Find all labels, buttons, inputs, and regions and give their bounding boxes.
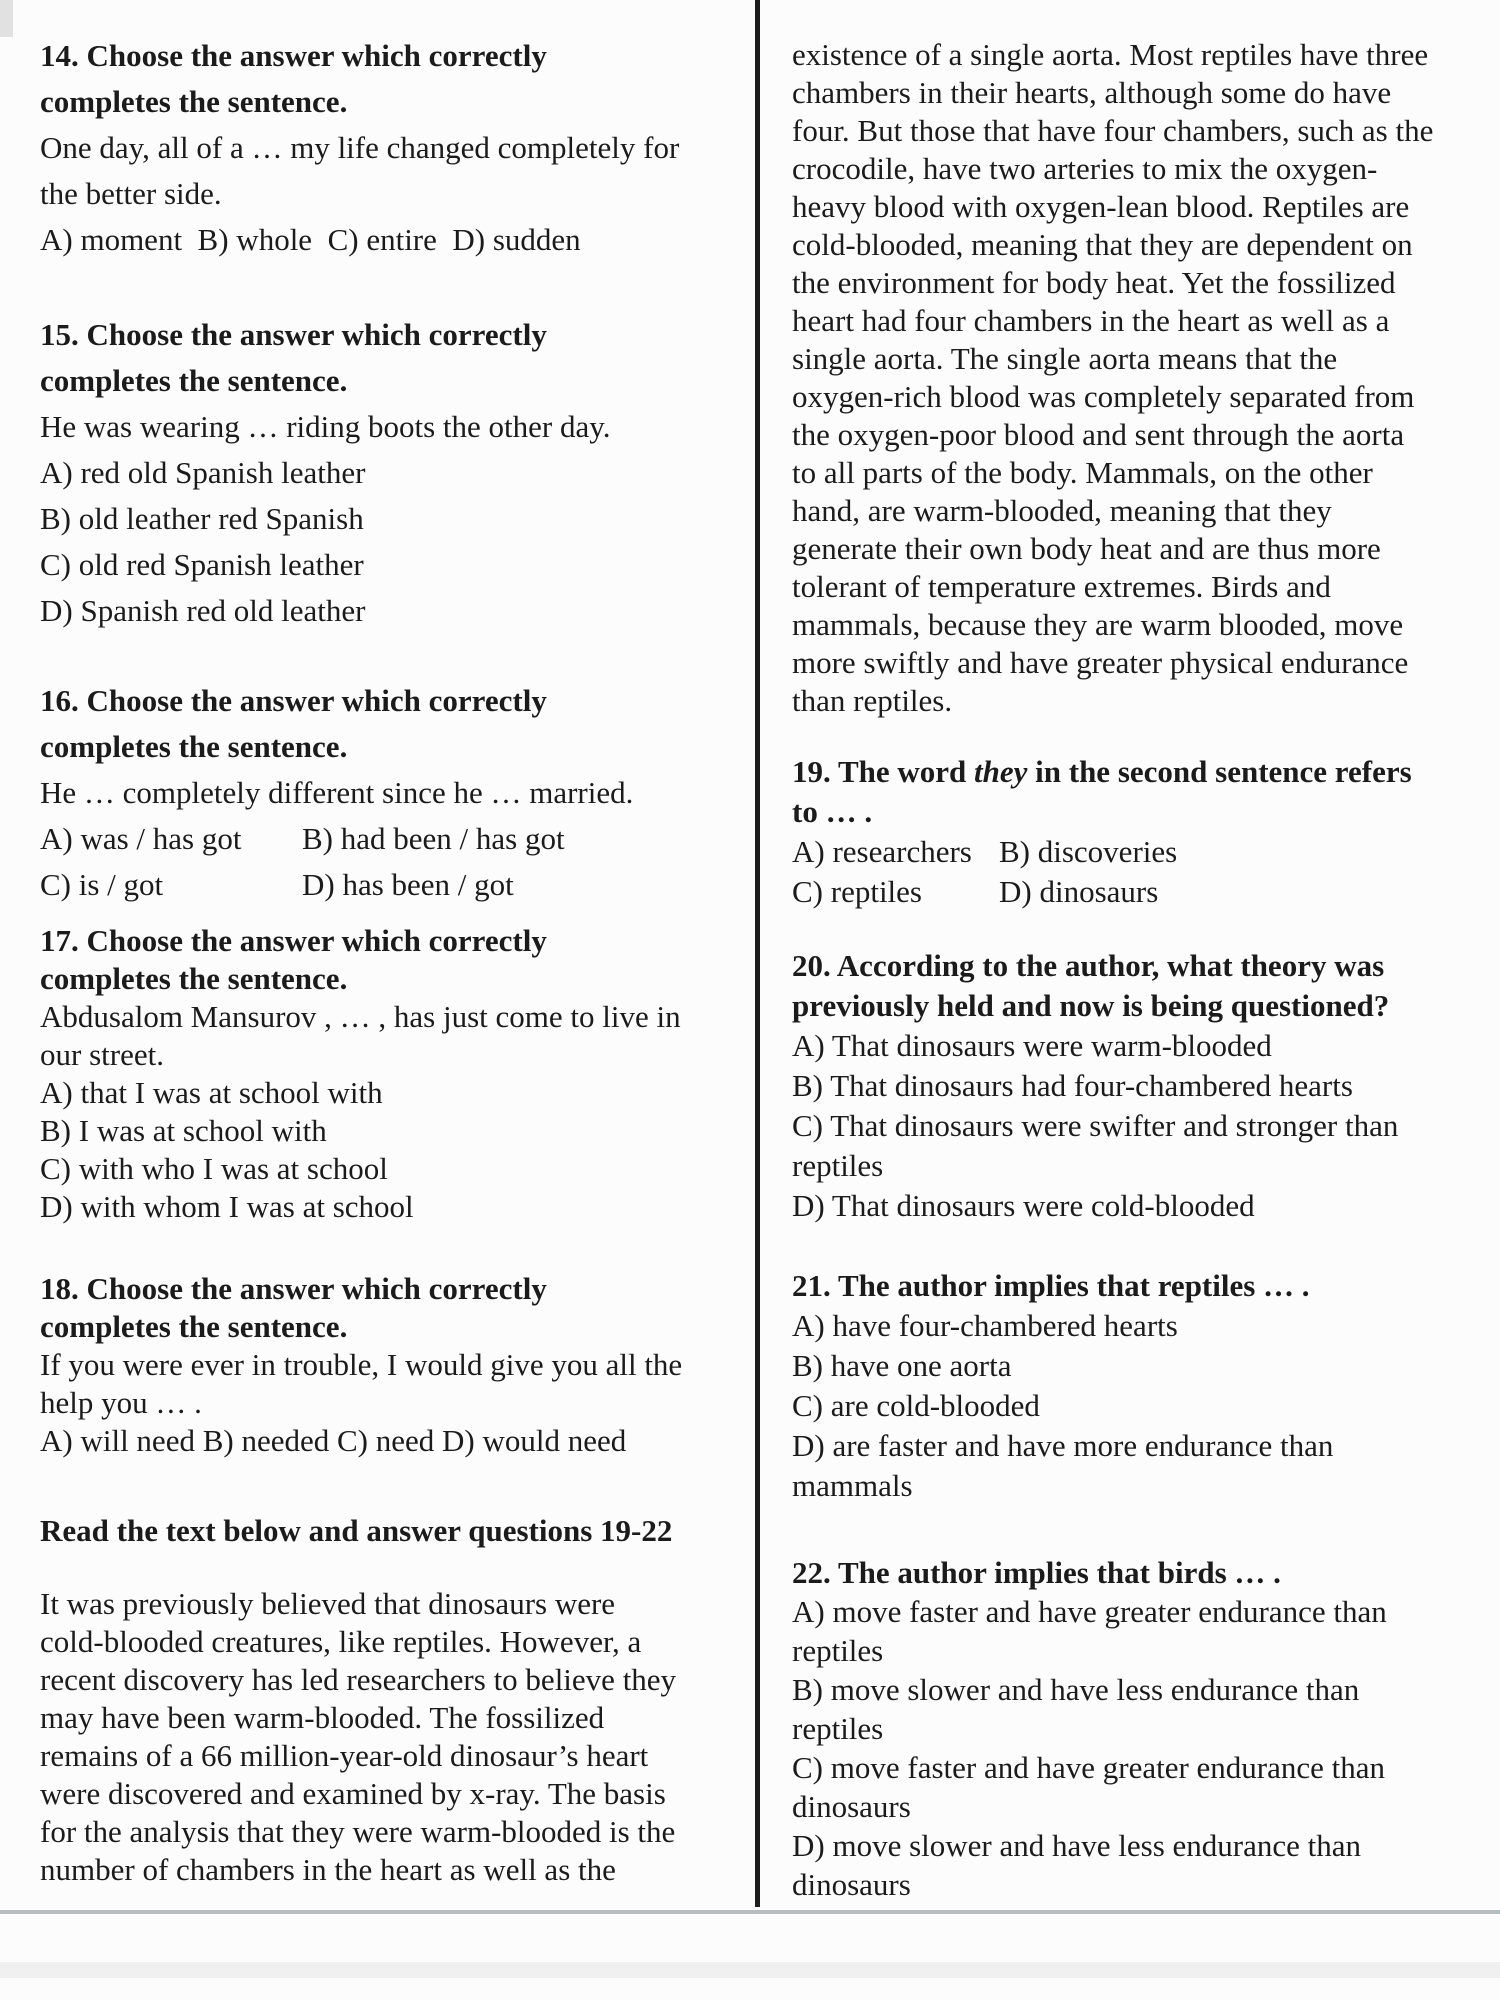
options-row: [792, 832, 1492, 872]
option-line: C) are cold-blooded: [792, 1388, 1040, 1423]
option-line: D) with whom I was at school: [40, 1189, 414, 1224]
reading-instruction: [40, 1512, 746, 1550]
option-line: B) old leather red Spanish: [40, 501, 364, 536]
question-21: [792, 1266, 1492, 1506]
scan-artifact-corner: [0, 0, 13, 37]
option-line-continuation: reptiles: [792, 1148, 884, 1183]
question-stem-line: He was wearing … riding boots the other day.: [40, 409, 611, 444]
question-stem-line: Abdusalom Mansurov , … , has just come to live in: [40, 999, 681, 1034]
question-17: [40, 922, 746, 1226]
question-heading-line: 21. The author implies that reptiles … .: [792, 1268, 1310, 1303]
options-row: [792, 872, 1492, 912]
passage-line: chambers in their hearts, although some do have: [792, 75, 1392, 110]
question-heading-line: 20. According to the author, what theory was: [792, 948, 1385, 983]
question-18: [40, 1270, 746, 1460]
option-cell: C) reptiles: [792, 874, 922, 909]
passage-line: number of chambers in the heart as well as the: [40, 1852, 616, 1887]
reading-passage-right: [792, 36, 1492, 720]
option-line-continuation: reptiles: [792, 1711, 884, 1746]
passage-line: hand, are warm-blooded, meaning that they: [792, 493, 1332, 528]
option-line: C) old red Spanish leather: [40, 547, 364, 582]
question-stem-line: help you … .: [40, 1385, 202, 1420]
passage-line: than reptiles.: [792, 683, 953, 718]
passage-line: more swiftly and have greater physical endurance: [792, 645, 1409, 680]
question-heading-line: to … .: [792, 794, 873, 829]
question-heading-line: previously held and now is being questioned?: [792, 988, 1390, 1023]
question-15: [40, 312, 746, 634]
passage-line: mammals, because they are warm blooded, move: [792, 607, 1404, 642]
passage-line: heavy blood with oxygen-lean blood. Reptiles are: [792, 189, 1410, 224]
option-line-continuation: mammals: [792, 1468, 913, 1503]
reading-instruction-text: Read the text below and answer questions 19-22: [40, 1513, 673, 1548]
left-column: [40, 0, 746, 2000]
passage-line: It was previously believed that dinosaurs were: [40, 1586, 616, 1621]
option-cell: D) has been / got: [302, 867, 514, 902]
column-divider-line: [755, 0, 760, 1907]
option-cell: B) had been / has got: [302, 821, 565, 856]
option-line: A) That dinosaurs were warm-blooded: [792, 1028, 1272, 1063]
passage-line: generate their own body heat and are thus more: [792, 531, 1381, 566]
passage-line: oxygen-rich blood was completely separated from: [792, 379, 1415, 414]
passage-line: single aorta. The single aorta means that the: [792, 341, 1338, 376]
passage-line: tolerant of temperature extremes. Birds and: [792, 569, 1331, 604]
heading-italic-word: they: [974, 754, 1028, 789]
question-stem-line: the better side.: [40, 176, 222, 211]
option-line: B) I was at school with: [40, 1113, 327, 1148]
option-line: A) red old Spanish leather: [40, 455, 366, 490]
option-line: A) will need B) needed C) need D) would need: [40, 1423, 627, 1458]
question-19: [792, 752, 1492, 912]
option-line: D) move slower and have less endurance than: [792, 1828, 1361, 1863]
heading-text: in the second sentence refers: [1027, 754, 1412, 789]
passage-line: may have been warm-blooded. The fossilized: [40, 1700, 605, 1735]
question-heading-line: completes the sentence.: [40, 961, 348, 996]
option-line: C) That dinosaurs were swifter and stronger than: [792, 1108, 1399, 1143]
passage-line: for the analysis that they were warm-blooded is the: [40, 1814, 676, 1849]
passage-line: the environment for body heat. Yet the fossilized: [792, 265, 1396, 300]
question-heading-line: 17. Choose the answer which correctly: [40, 923, 547, 958]
passage-line: heart had four chambers in the heart as well as a: [792, 303, 1390, 338]
question-14: [40, 33, 746, 263]
passage-line: crocodile, have two arteries to mix the oxygen-: [792, 151, 1378, 186]
option-cell: C) is / got: [40, 867, 164, 902]
passage-line: to all parts of the body. Mammals, on the other: [792, 455, 1373, 490]
option-line-continuation: dinosaurs: [792, 1789, 911, 1824]
question-heading-line: completes the sentence.: [40, 363, 348, 398]
option-line: C) move faster and have greater endurance than: [792, 1750, 1386, 1785]
passage-line: four. But those that have four chambers, such as the: [792, 113, 1434, 148]
question-heading-line: 16. Choose the answer which correctly: [40, 683, 547, 718]
option-cell: D) dinosaurs: [999, 874, 1159, 909]
question-heading-line: [792, 752, 1492, 792]
option-line: A) moment B) whole C) entire D) sudden: [40, 222, 581, 257]
option-line: A) have four-chambered hearts: [792, 1308, 1178, 1343]
options-row: [40, 862, 746, 908]
passage-line: cold-blooded creatures, like reptiles. However, a: [40, 1624, 642, 1659]
option-line: D) That dinosaurs were cold-blooded: [792, 1188, 1255, 1223]
passage-line: existence of a single aorta. Most reptiles have three: [792, 37, 1429, 72]
question-22: [792, 1553, 1492, 1904]
right-column: [792, 0, 1492, 2000]
question-16: [40, 678, 746, 908]
question-heading-line: completes the sentence.: [40, 1309, 348, 1344]
option-line: D) are faster and have more endurance than: [792, 1428, 1334, 1463]
question-heading-line: 15. Choose the answer which correctly: [40, 317, 547, 352]
question-heading-line: 22. The author implies that birds … .: [792, 1555, 1281, 1590]
question-stem-line: One day, all of a … my life changed completely for: [40, 130, 680, 165]
option-line: A) that I was at school with: [40, 1075, 383, 1110]
option-line: A) move faster and have greater endurance than: [792, 1594, 1387, 1629]
option-line: B) move slower and have less endurance than: [792, 1672, 1360, 1707]
heading-text: 19. The word: [792, 754, 975, 789]
option-line: D) Spanish red old leather: [40, 593, 366, 628]
question-heading-line: 18. Choose the answer which correctly: [40, 1271, 547, 1306]
question-heading-line: completes the sentence.: [40, 84, 348, 119]
passage-line: recent discovery has led researchers to believe they: [40, 1662, 677, 1697]
passage-line: were discovered and examined by x-ray. The basis: [40, 1776, 666, 1811]
option-line-continuation: dinosaurs: [792, 1867, 911, 1902]
option-cell: B) discoveries: [999, 834, 1178, 869]
option-line: B) have one aorta: [792, 1348, 1012, 1383]
passage-line: the oxygen-poor blood and sent through the aorta: [792, 417, 1405, 452]
question-20: [792, 946, 1492, 1226]
question-heading-line: 14. Choose the answer which correctly: [40, 38, 547, 73]
question-stem-line: If you were ever in trouble, I would give you all the: [40, 1347, 683, 1382]
option-line: C) with who I was at school: [40, 1151, 388, 1186]
question-heading-line: completes the sentence.: [40, 729, 348, 764]
passage-line: remains of a 66 million-year-old dinosaur’s heart: [40, 1738, 649, 1773]
option-cell: A) was / has got: [40, 821, 242, 856]
question-stem-line: our street.: [40, 1037, 164, 1072]
passage-line: cold-blooded, meaning that they are dependent on: [792, 227, 1413, 262]
question-stem-line: He … completely different since he … married.: [40, 775, 634, 810]
option-line-continuation: reptiles: [792, 1633, 884, 1668]
option-cell: A) researchers: [792, 834, 972, 869]
options-row: [40, 816, 746, 862]
option-line: B) That dinosaurs had four-chambered hearts: [792, 1068, 1353, 1103]
reading-passage-left: [40, 1585, 746, 1889]
